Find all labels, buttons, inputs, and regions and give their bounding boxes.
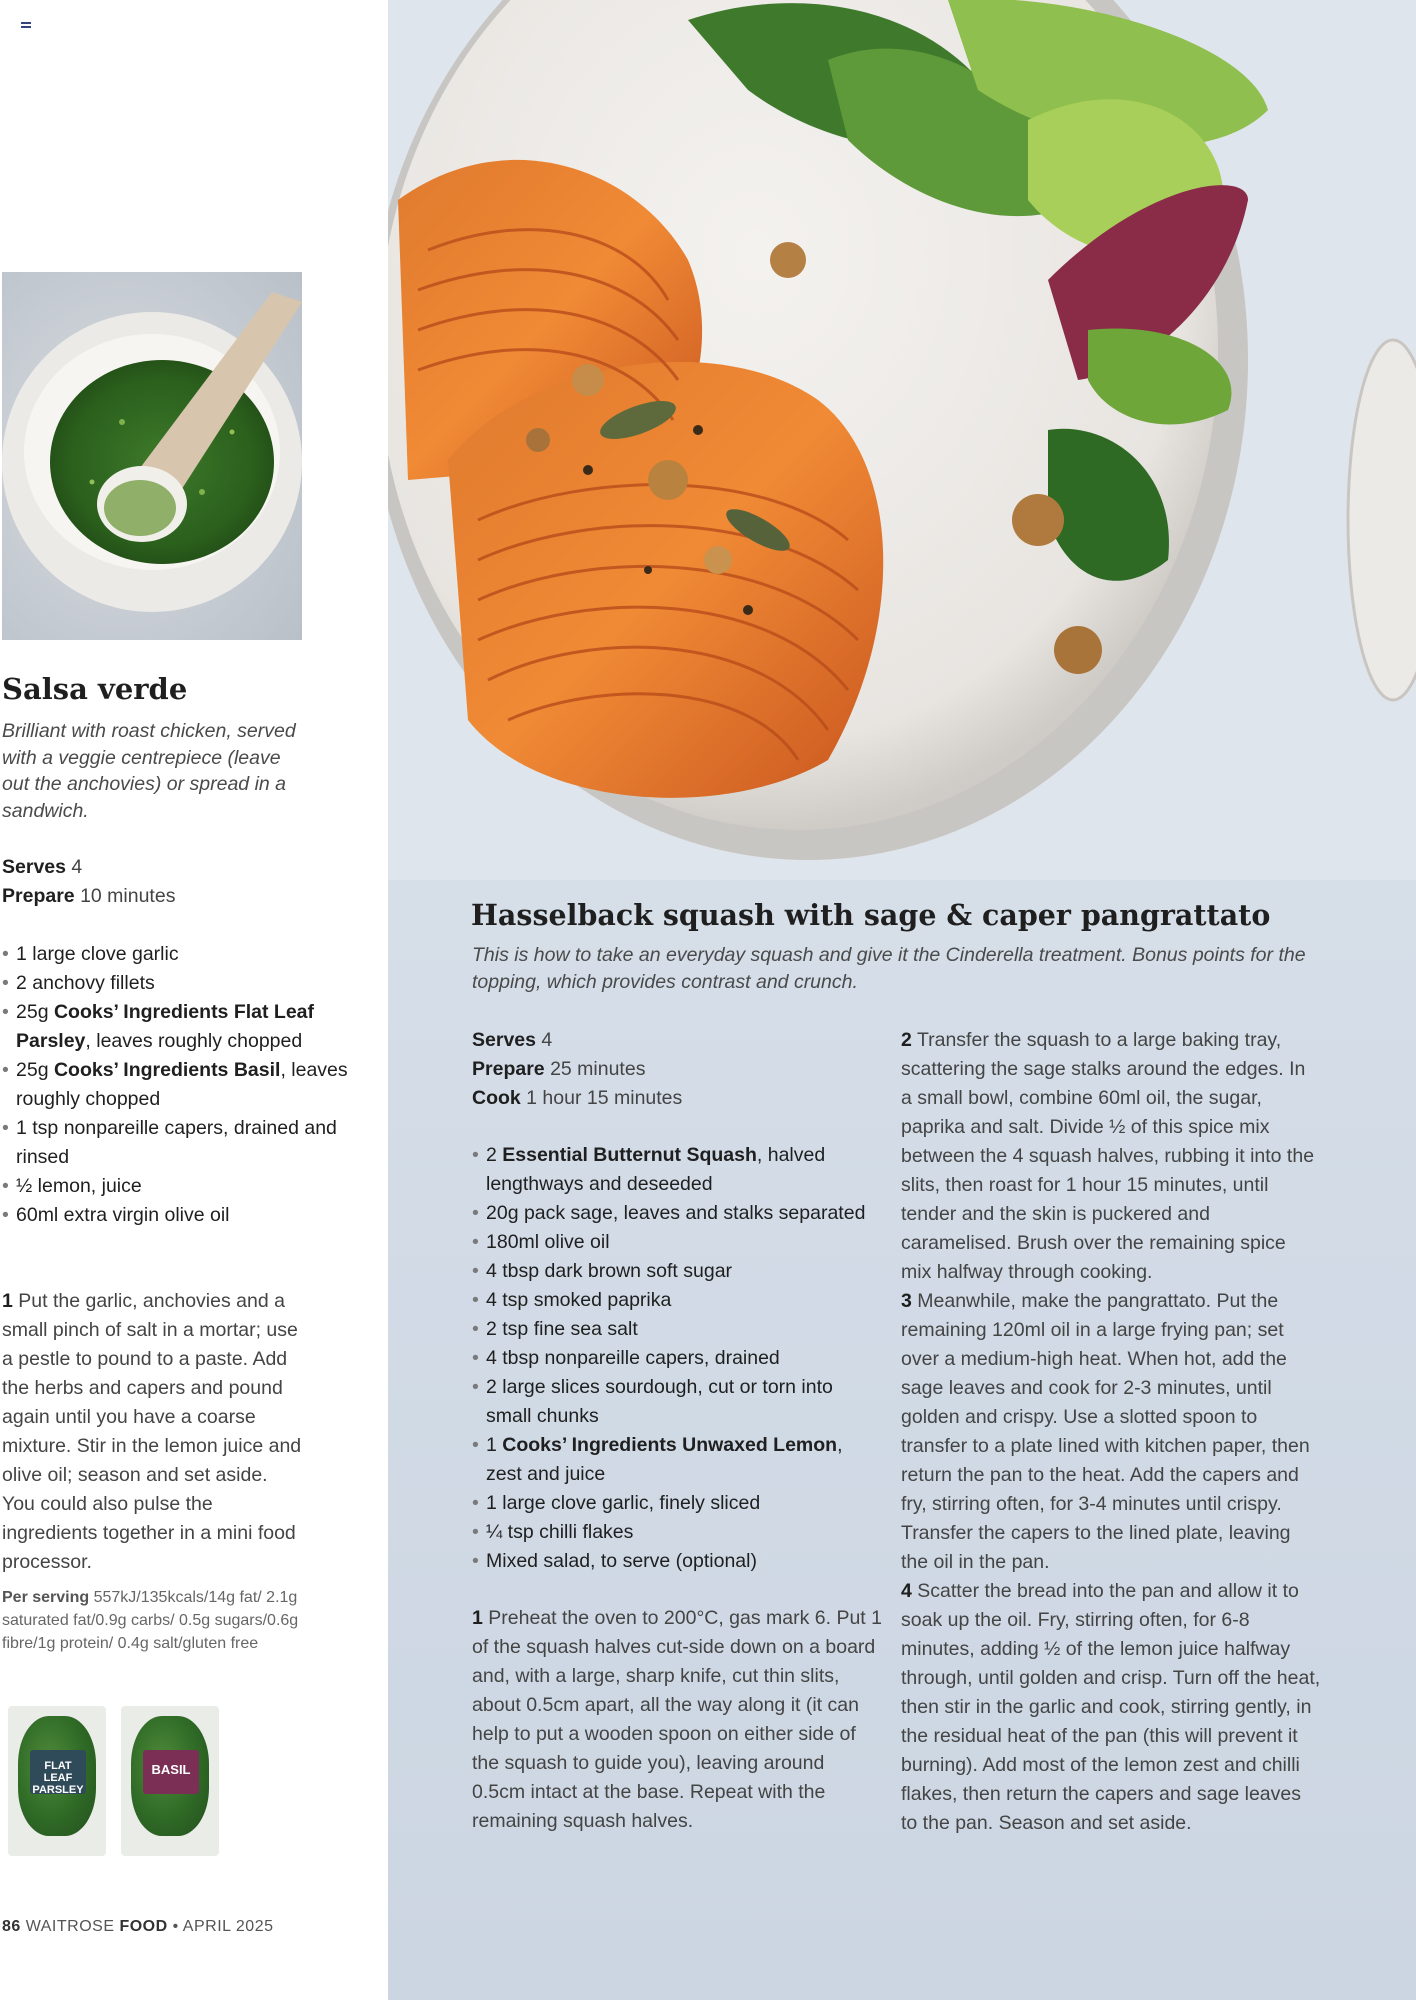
hasselback-column-1 xyxy=(472,1026,882,1836)
serves-line: Serves 4 xyxy=(472,1029,553,1051)
step-number: 1 xyxy=(2,1290,13,1312)
page-folio: 86 WAITROSE FOOD • APRIL 2025 xyxy=(2,1918,274,1935)
right-column xyxy=(388,0,1416,2000)
issue-date: APRIL 2025 xyxy=(182,1918,274,1935)
step-text: Transfer the squash to a large baking tray, scattering the sage stalks around the edges. In a small bowl, combine 60ml oil, the sugar, paprika and salt. Divide ½ of this spice mix between the 4 squash halves, rubbing it into the slits, then roast for 1 hour 15 minutes, until tender and the skin is puckered and caramelised. Brush over the remaining spice mix halfway through cooking. xyxy=(901,1029,1315,1283)
magazine-name: WAITROSE FOOD xyxy=(25,1918,168,1935)
nutrition-label: Per serving xyxy=(2,1589,90,1606)
left-column xyxy=(0,0,388,2000)
prepare-value: 10 minutes xyxy=(80,885,176,907)
hasselback-intro: This is how to take an everyday squash and give it the Cinderella treatment. Bonus points for the topping, which provides contrast and crunch. xyxy=(472,944,1306,993)
serves-label: Serves xyxy=(2,856,66,878)
method-step xyxy=(472,1604,882,1836)
salsa-verde-method xyxy=(2,1287,302,1577)
step-text: Put the garlic, anchovies and a small pinch of salt in a mortar; use a pestle to pound to a paste. Add the herbs and capers and pound again until you have a coarse mixture. Stir in the lemon juice and olive oil; season and set aside. You could also pulse the ingredients together in a mini food processor. xyxy=(2,1290,302,1573)
method-step xyxy=(901,1026,1321,1287)
ingredient-item: • 60ml extra virgin olive oil xyxy=(2,1201,372,1230)
ingredient-item: • 2 Essential Butternut Squash, halved lengthways and deseeded xyxy=(472,1141,882,1199)
menu-icon[interactable] xyxy=(21,22,31,31)
cook-line: Cook 1 hour 15 minutes xyxy=(472,1087,683,1109)
ingredient-item: • 1 large clove garlic xyxy=(2,940,372,969)
method-step xyxy=(901,1577,1321,1838)
ingredient-item: • 2 large slices sourdough, cut or torn into small chunks xyxy=(472,1373,882,1431)
ingredient-item: • 20g pack sage, leaves and stalks separated xyxy=(472,1199,882,1228)
ingredient-item: • 2 anchovy fillets xyxy=(2,969,372,998)
step-number: 3 xyxy=(901,1290,912,1312)
hasselback-squash-photo xyxy=(388,0,1416,880)
page-number: 86 xyxy=(2,1918,21,1935)
ingredient-item: • 4 tbsp nonpareille capers, drained xyxy=(472,1344,882,1373)
salsa-verde-title: Salsa verde xyxy=(2,672,188,706)
step-number: 2 xyxy=(901,1029,912,1051)
prepare-line: Prepare 25 minutes xyxy=(472,1058,646,1080)
salsa-verde-intro: Brilliant with roast chicken, served with a veggie centrepiece (leave out the anchovies) or spread in a sandwich. xyxy=(2,720,296,822)
serves-line xyxy=(2,853,372,882)
ingredient-item: • 4 tbsp dark brown soft sugar xyxy=(472,1257,882,1286)
method-step xyxy=(901,1287,1321,1577)
basil-pack-image xyxy=(121,1706,219,1856)
ingredient-item: • 2 tsp fine sea salt xyxy=(472,1315,882,1344)
step-number: 4 xyxy=(901,1580,912,1602)
ingredient-item: • Mixed salad, to serve (optional) xyxy=(472,1547,882,1576)
ingredient-item: • ¼ tsp chilli flakes xyxy=(472,1518,882,1547)
serves-value: 4 xyxy=(71,856,83,878)
salsa-verde-photo xyxy=(2,272,302,640)
salsa-verde-meta xyxy=(2,853,372,911)
hasselback-title: Hasselback squash with sage & caper pangrattato xyxy=(471,898,1271,932)
step-text: Meanwhile, make the pangrattato. Put the remaining 120ml oil in a large frying pan; set over a medium-high heat. When hot, add the sage leaves and cook for 2-3 minutes, until golden and crispy. Use a slotted spoon to transfer to a plate lined with kitchen paper, then return the pan to the heat. Add the capers and fry, stirring often, for 3-4 minutes until crispy. Transfer the capers to the lined plate, leaving the oil in the pan. xyxy=(901,1290,1310,1573)
hasselback-column-2 xyxy=(901,1026,1321,1838)
pack-label: FLAT LEAF PARSLEY xyxy=(30,1750,86,1794)
pack-label: BASIL xyxy=(143,1750,199,1794)
prepare-line xyxy=(2,882,372,911)
ingredient-item: • 1 large clove garlic, finely sliced xyxy=(472,1489,882,1518)
step-text: Scatter the bread into the pan and allow it to soak up the oil. Fry, stirring often, for 6-8 minutes, adding ½ of the lemon juice halfway through, until golden and crisp. Turn off the heat, then stir in the garlic and cook, stirring gently, in the residual heat of the pan (this will prevent it burning). Add most of the lemon zest and chilli flakes, then return the capers and sage leaves to the pan. Season and set aside. xyxy=(901,1580,1321,1834)
ingredient-item: • 1 tsp nonpareille capers, drained and rinsed xyxy=(2,1114,372,1172)
ingredient-item: • ½ lemon, juice xyxy=(2,1172,372,1201)
nutrition-values: 557kJ/135kcals/14g fat/ 2.1g saturated fat/0.9g carbs/ 0.5g sugars/0.6g fibre/1g protein/ 0.4g salt/gluten free xyxy=(2,1589,299,1652)
ingredient-item: • 180ml olive oil xyxy=(472,1228,882,1257)
nutrition-info xyxy=(2,1586,302,1655)
prepare-label: Prepare xyxy=(2,885,75,907)
step-number: 1 xyxy=(472,1607,483,1629)
parsley-pack-image xyxy=(8,1706,106,1856)
hasselback-meta xyxy=(472,1026,882,1113)
step-text: Preheat the oven to 200°C, gas mark 6. Put 1 of the squash halves cut-side down on a board and, with a large, sharp knife, cut thin slits, about 0.5cm apart, all the way along it (it can help to put a wooden spoon on either side of the squash to guide you), leaving around 0.5cm intact at the base. Repeat with the remaining squash halves. xyxy=(472,1607,882,1832)
ingredient-item: • 25g Cooks’ Ingredients Basil, leaves roughly chopped xyxy=(2,1056,372,1114)
ingredient-item: • 1 Cooks’ Ingredients Unwaxed Lemon, zest and juice xyxy=(472,1431,882,1489)
ingredient-item: • 25g Cooks’ Ingredients Flat Leaf Parsley, leaves roughly chopped xyxy=(2,998,372,1056)
salsa-verde-ingredients xyxy=(2,940,372,1230)
ingredient-item: • 4 tsp smoked paprika xyxy=(472,1286,882,1315)
hasselback-ingredients xyxy=(472,1141,882,1576)
